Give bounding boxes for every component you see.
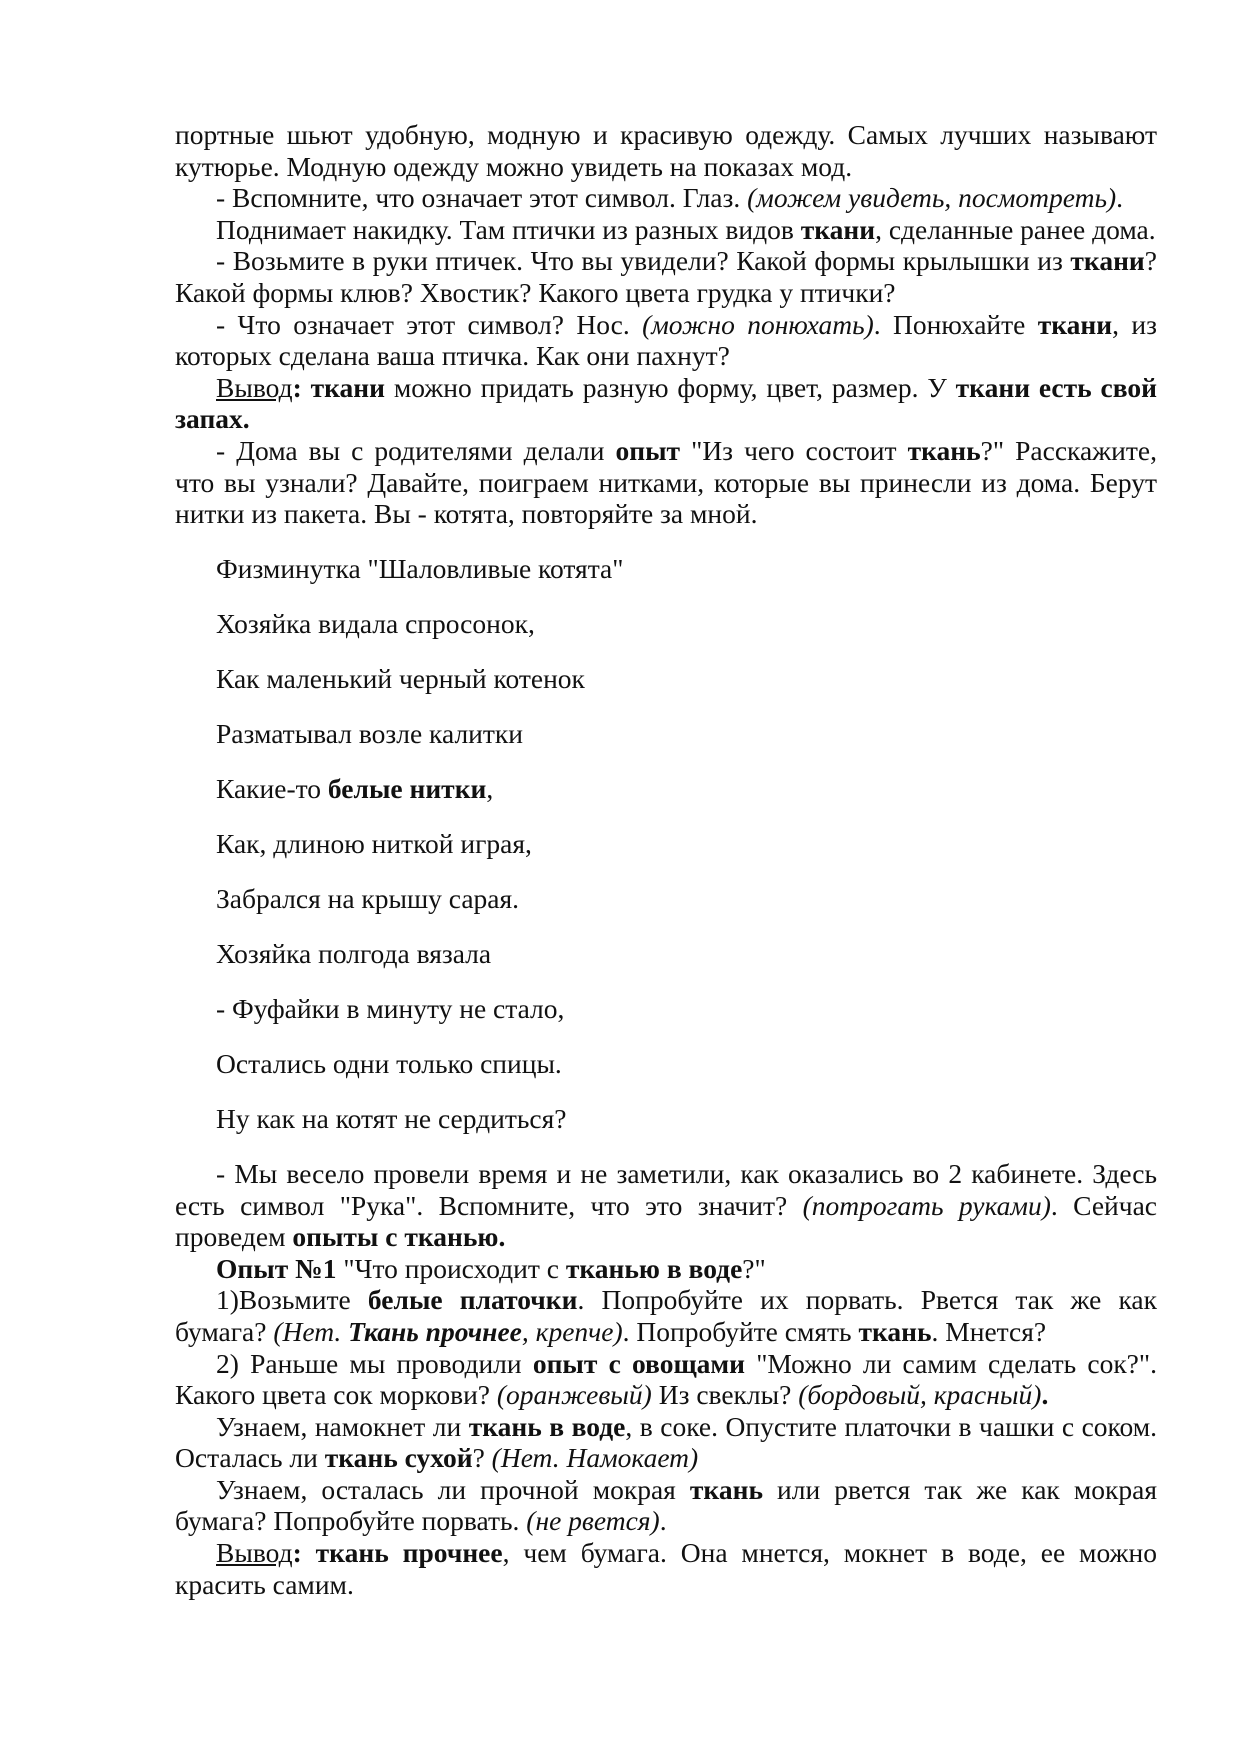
- underlined-heading: Вывод: [216, 371, 293, 403]
- paragraph: [175, 1284, 1157, 1347]
- verse-line: [175, 1103, 1157, 1135]
- text-run: .: [659, 1505, 667, 1537]
- text-run: , чем бумага. Она мнется, мокнет в воде, ее можно красить самим.: [175, 1537, 1157, 1600]
- text-run: Поднимает накидку. Там птички из разных видов: [216, 213, 801, 245]
- text-run: . Понюхайте: [873, 308, 1038, 340]
- text-run: "Можно ли самим сделать сок?". Какого цвета сок моркови?: [175, 1347, 1157, 1411]
- bold-text: :: [292, 371, 311, 403]
- text-run: или рвется так же как мокрая бумага? Попробуйте порвать.: [175, 1473, 1157, 1537]
- text-run: Как маленький черный котенок: [216, 663, 585, 695]
- text-run: Хозяйка полгода вязала: [216, 938, 492, 969]
- paragraph: [175, 1158, 1157, 1253]
- text-run: Узнаем, намокнет ли: [216, 1410, 469, 1442]
- bold-text: ткань: [689, 1473, 763, 1505]
- text-run: .: [1116, 182, 1124, 214]
- text-run: . Мнется?: [931, 1315, 1047, 1347]
- text-run: портные шьют удобную, модную и красивую одежду. Самых лучших называют кутюрье. Модную одежду можно увидеть на показах мод.: [175, 119, 1157, 182]
- verse-line: [175, 938, 1157, 970]
- paragraph: [175, 214, 1157, 246]
- document-page: [175, 119, 1157, 1600]
- paragraph: [175, 119, 1157, 182]
- text-run: , в соке. Опустите платочки в чашки с соком. Осталась ли: [175, 1410, 1157, 1474]
- bold-text: ткани: [1037, 308, 1113, 340]
- text-run: ,: [486, 773, 494, 805]
- text-run: Какие-то: [216, 773, 328, 805]
- verse-line: [175, 828, 1157, 860]
- text-run: Физминутка "Шаловливые котята": [216, 553, 624, 585]
- paragraph: [175, 1253, 1157, 1285]
- paragraph: [175, 1348, 1157, 1411]
- text-run: ?: [472, 1442, 492, 1474]
- text-run: - Что означает этот символ? Нос.: [216, 308, 643, 340]
- paragraph: [175, 1474, 1157, 1537]
- text-run: , сделанные ранее дома.: [875, 213, 1156, 245]
- text-run: ?": [742, 1252, 766, 1284]
- text-run: - Фуфайки в минуту не стало,: [216, 992, 565, 1024]
- text-run: Узнаем, осталась ли прочной мокрая: [216, 1473, 690, 1505]
- bold-text: ткань в воде: [468, 1410, 626, 1442]
- verse-line: [175, 993, 1157, 1025]
- bold-text: опыт: [615, 434, 681, 466]
- italic-text: (Нет. Намокает): [491, 1442, 699, 1474]
- bold-text: белые платочки: [367, 1284, 578, 1316]
- text-run: . Сейчас проведем: [175, 1189, 1158, 1253]
- paragraph: [175, 182, 1157, 214]
- text-run: Остались одни только спицы.: [216, 1047, 562, 1079]
- italic-text: (бордовый, красный): [798, 1379, 1042, 1411]
- verse-line: [175, 1048, 1157, 1080]
- paragraph: [175, 1537, 1157, 1600]
- verse-line: [175, 718, 1157, 750]
- bold-text: Опыт №1: [216, 1252, 337, 1284]
- italic-text: (не рвется): [526, 1505, 660, 1537]
- text-run: Забрался на крышу сарая.: [216, 883, 520, 915]
- italic-text: (оранжевый): [496, 1379, 652, 1411]
- bold-text: ткань сухой: [324, 1442, 473, 1474]
- text-run: Из свеклы?: [651, 1379, 799, 1411]
- verse-line: [175, 773, 1157, 805]
- bold-text: ткань прочнее: [315, 1537, 503, 1569]
- paragraph: [175, 245, 1157, 308]
- verse-line: [175, 553, 1157, 585]
- verse-line: [175, 883, 1157, 915]
- text-run: ? Какой формы клюв? Хвостик? Какого цвета грудка у птички?: [175, 245, 1157, 308]
- text-run: "Что происходит с: [336, 1252, 566, 1284]
- text-run: . Попробуйте смять: [622, 1315, 859, 1347]
- text-run: - Возьмите в руки птичек. Что вы увидели? Какой формы крылышки из: [216, 245, 1071, 277]
- text-run: - Дома вы с родителями делали: [216, 434, 616, 466]
- text-run: Как, длиною ниткой играя,: [216, 828, 532, 860]
- bold-text: белые нитки: [327, 773, 487, 805]
- text-run: 1)Возьмите: [216, 1284, 368, 1316]
- bold-text: ткань: [858, 1315, 932, 1347]
- text-run: Хозяйка видала спросонок,: [216, 608, 535, 640]
- underlined-heading: Вывод: [216, 1537, 293, 1569]
- verse-line: [175, 663, 1157, 695]
- text-run: 2) Раньше мы проводили: [216, 1347, 533, 1379]
- paragraph: [175, 309, 1157, 372]
- italic-text: (можем увидеть, посмотреть): [747, 182, 1117, 214]
- text-run: ?" Расскажите, что вы узнали? Давайте, поиграем нитками, которые вы принесли из дома. Берут нитки из пакета. Вы - котята, повторяйте за мной.: [175, 434, 1157, 530]
- text-run: - Мы весело провели время и не заметили, как оказались во 2 кабинете. Здесь есть символ "Рука". Вспомните, что это значит?: [175, 1157, 1157, 1221]
- bold-text: ткани: [800, 213, 876, 245]
- text-run: Разматывал возле калитки: [216, 718, 523, 750]
- bold-text: ткани: [1070, 245, 1145, 277]
- bold-text: тканью в воде: [565, 1252, 743, 1284]
- verse-line: [175, 608, 1157, 640]
- bold-text: ткани есть свой запах.: [175, 371, 1157, 435]
- paragraph: [175, 1411, 1157, 1474]
- bold-text: ткани: [310, 371, 385, 403]
- bold-text: опыты с тканью.: [292, 1221, 506, 1253]
- paragraph: [175, 435, 1157, 530]
- paragraph: [175, 372, 1157, 435]
- italic-text: , крепче): [521, 1315, 623, 1347]
- text-run: "Из чего состоит: [680, 434, 908, 466]
- text-run: , из которых сделана ваша птичка. Как они пахнут?: [175, 308, 1157, 372]
- bold-text: .: [1041, 1379, 1049, 1411]
- text-run: . Попробуйте их порвать. Рвется так же как бумага?: [175, 1284, 1157, 1347]
- bold-text: :: [292, 1537, 316, 1569]
- italic-text: (Нет.: [273, 1315, 349, 1347]
- text-run: можно придать разную форму, цвет, размер. У: [384, 371, 956, 403]
- bold-italic-text: Ткань прочнее: [348, 1315, 522, 1347]
- bold-text: ткань: [907, 434, 981, 466]
- italic-text: (потрогать руками): [802, 1189, 1051, 1221]
- text-run: Ну как на котят не сердиться?: [216, 1102, 567, 1134]
- italic-text: (можно понюхать): [642, 308, 874, 340]
- text-run: - Вспомните, что означает этот символ. Глаз.: [216, 182, 748, 214]
- bold-text: опыт с овощами: [532, 1347, 745, 1379]
